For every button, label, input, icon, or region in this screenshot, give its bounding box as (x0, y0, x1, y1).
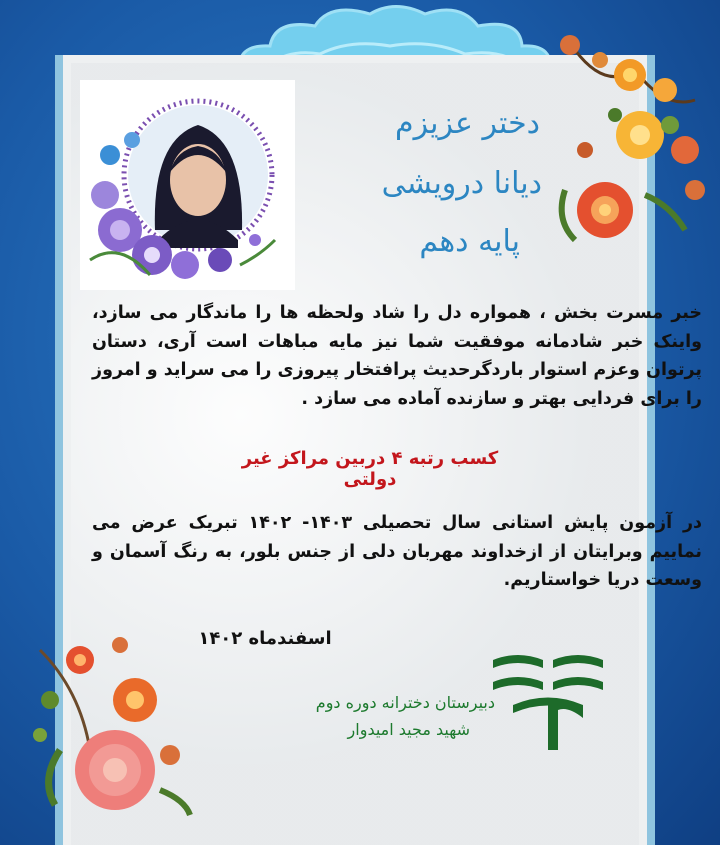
title-line-dear-daughter: دختر عزیزم (395, 106, 540, 141)
congratulation-paragraph: خبر مسرت بخش ، همواره دل را شاد ولحظه ها را ماندگار می سازد، واینک خبر شادمانه موفقیت شما نیز مایه مباهات است آری، دستان پرتوان وعزم استوار باردگرحدیث پرافتخار پیروزی را می سراید و امروز را برای فردایی بهتر و سازنده آماده می سازد . (92, 303, 702, 409)
student-photo (80, 80, 295, 290)
date-label: اسفندماه ۱۴۰۲ (198, 628, 332, 649)
student-photo-frame (80, 80, 295, 290)
grade-label: پایه دهم (419, 224, 520, 259)
rank-headline: کسب رتبه ۴ دربین مراکز غیر دولتی (241, 448, 499, 490)
flower-decoration-bottom-left-icon (20, 630, 200, 825)
school-logo-icon (488, 650, 608, 755)
school-name-line1: دبیرستان دخترانه دوره دوم (315, 693, 495, 712)
student-name: دیانا درویشی (381, 166, 542, 201)
exam-paragraph: در آزمون پایش استانی سال تحصیلی ۱۴۰۳- ۱۴۰۲ تبریک عرض می نماییم وبرایتان از ازخداوند مهربان دلی از جنس بلور، به رنگ آسمان و وسعت دریا خواستاریم. (92, 513, 702, 590)
flower-decoration-top-right-icon (545, 30, 720, 260)
school-name-line2: شهید مجید امیدوار (347, 720, 470, 739)
